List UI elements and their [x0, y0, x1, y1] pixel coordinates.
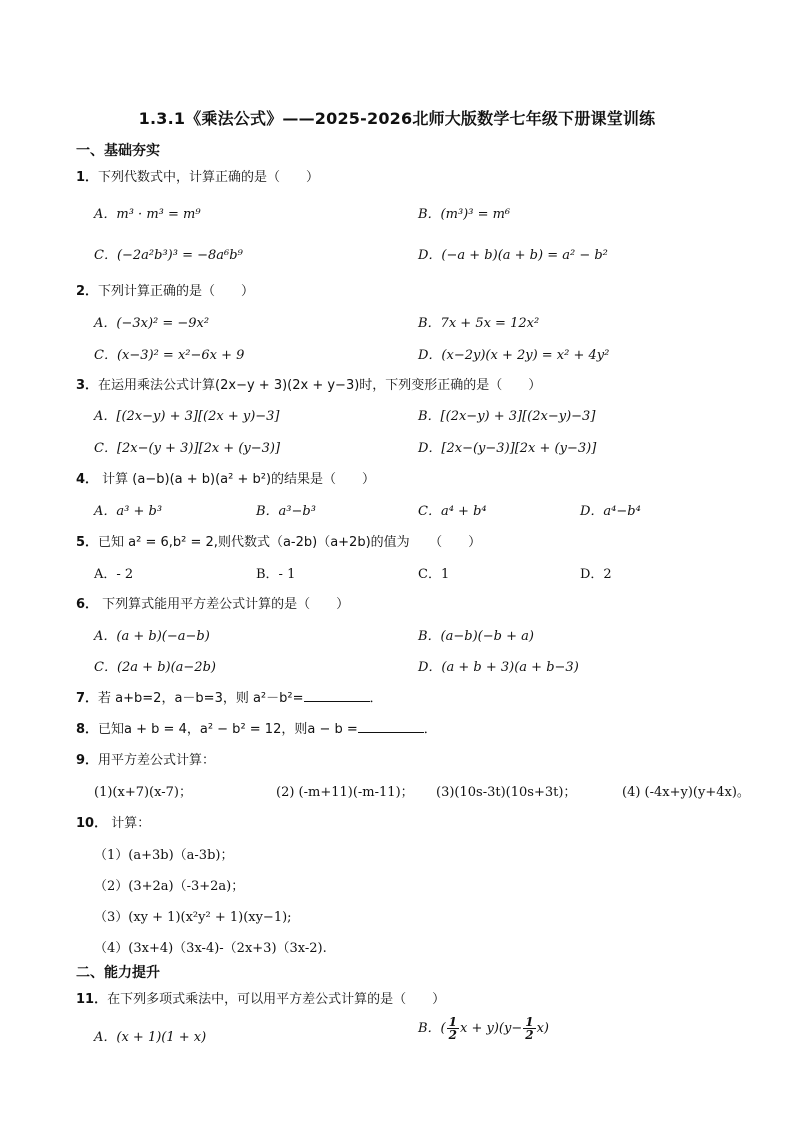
q2-option-d: D．(x−2y)(x + 2y) = x² + 4y² [418, 348, 610, 363]
q2-option-c: C．(x−3)² = x²−6x + 9 [94, 348, 245, 363]
fraction-numerator: 1 [525, 1015, 534, 1029]
q6-option-a: A．(a + b)(−a−b) [94, 629, 210, 644]
q10-part-4: （4）(3x+4)（3x-4)-（2x+3)（3x-2). [94, 941, 327, 956]
q4-option-b: B．a³−b³ [256, 504, 316, 519]
q1-option-d: D．(−a + b)(a + b) = a² − b² [418, 248, 608, 263]
question-number: 6． [76, 597, 99, 612]
question-2 [76, 280, 254, 299]
q1-option-b: B．(m³)³ = m⁶ [418, 207, 511, 222]
question-4 [76, 468, 375, 487]
q5-option-b: B．- 1 [256, 567, 296, 582]
question-number: 2． [76, 284, 99, 299]
answer-blank[interactable] [304, 689, 370, 702]
question-text: 下列计算正确的是（ ） [98, 284, 255, 299]
question-text: 用平方差公式计算： [98, 753, 216, 768]
question-number: 5． [76, 535, 99, 550]
q2-option-b: B．7x + 5x = 12x² [418, 316, 540, 331]
q6-option-d: D．(a + b + 3)(a + b−3) [418, 660, 579, 675]
q11-option-b-prefix: B．( [418, 1021, 446, 1036]
question-number: 4． [76, 472, 99, 487]
q6-option-b: B．(a−b)(−b + a) [418, 629, 534, 644]
q9-part-3: (3)(10s-3t)(10s+3t)； [436, 785, 577, 800]
question-tail: ． [369, 691, 383, 706]
question-11 [76, 988, 445, 1007]
question-3 [76, 374, 541, 393]
question-text: 在下列多项式乘法中，可以用平方差公式计算的是（ ） [107, 992, 446, 1007]
q6-option-c: C．(2a + b)(a−2b) [94, 660, 216, 675]
q11-option-b [418, 1016, 549, 1041]
section-heading-basics: 一、基础夯实 [76, 143, 160, 159]
question-number: 10． [76, 816, 108, 831]
question-number: 11． [76, 992, 108, 1007]
fraction-denominator: 2 [525, 1028, 534, 1042]
question-5 [76, 531, 481, 550]
question-1 [76, 166, 319, 185]
q9-part-1: (1)(x+7)(x-7)； [94, 785, 192, 800]
page-title: 1.3.1《乘法公式》——2025-2026北师大版数学七年级下册课堂训练 [138, 109, 656, 128]
question-number: 3． [76, 378, 99, 393]
question-text: 计算： [107, 816, 151, 831]
section-heading-advanced: 二、能力提升 [76, 965, 160, 981]
question-9 [76, 749, 215, 768]
question-6 [76, 593, 349, 612]
fraction-numerator: 1 [448, 1015, 457, 1029]
q3-option-d: D．[2x−(y−3)][2x + (y−3)] [418, 441, 597, 456]
question-number: 7． [76, 691, 99, 706]
question-number: 1． [76, 170, 99, 185]
q10-part-2: （2）(3+2a)（-3+2a)； [94, 879, 245, 894]
question-text: 已知a + b = 4，a² − b² = 12，则a − b = [98, 722, 358, 737]
question-text: 已知 a² = 6,b² = 2,则代数式（a-2b)（a+2b)的值为 （ ） [98, 535, 482, 550]
question-text: 若 a+b=2，a－b=3，则 a²－b²= [98, 691, 304, 706]
question-number: 8． [76, 722, 99, 737]
q11-option-b-middle: x + y)(y− [460, 1021, 523, 1036]
q9-part-4: (4) (-4x+y)(y+4x)。 [622, 785, 750, 800]
question-tail: ． [423, 722, 437, 737]
question-7 [76, 687, 383, 706]
answer-blank[interactable] [358, 720, 424, 733]
q11-option-a: A．(x + 1)(1 + x) [94, 1030, 207, 1045]
q10-part-1: （1）(a+3b)（a-3b)； [94, 848, 234, 863]
q3-option-b: B．[(2x−y) + 3][(2x−y)−3] [418, 409, 596, 424]
q4-option-d: D．a⁴−b⁴ [580, 504, 641, 519]
q4-option-c: C．a⁴ + b⁴ [418, 504, 487, 519]
q11-option-b-tail: x) [536, 1021, 549, 1036]
q3-option-c: C．[2x−(y + 3)][2x + (y−3)] [94, 441, 281, 456]
q4-option-a: A．a³ + b³ [94, 504, 163, 519]
fraction-one-half [523, 1016, 535, 1041]
fraction-one-half [447, 1016, 459, 1041]
q1-option-c: C．(−2a²b³)³ = −8a⁶b⁹ [94, 248, 243, 263]
question-text: 下列代数式中，计算正确的是（ ） [98, 170, 320, 185]
question-10 [76, 812, 150, 831]
q10-part-3: （3）(xy + 1)(x²y² + 1)(xy−1); [94, 910, 292, 925]
question-text: 计算 (a−b)(a + b)(a² + b²)的结果是（ ） [98, 472, 376, 487]
q2-option-a: A．(−3x)² = −9x² [94, 316, 210, 331]
q9-part-2: (2) (-m+11)(-m-11)； [276, 785, 414, 800]
q3-option-a: A．[(2x−y) + 3][(2x + y)−3] [94, 409, 280, 424]
q5-option-a: A．- 2 [94, 567, 134, 582]
question-text: 下列算式能用平方差公式计算的是（ ） [98, 597, 350, 612]
q1-option-a: A．m³ · m³ = m⁹ [94, 207, 201, 222]
q5-option-d: D．2 [580, 567, 612, 582]
question-number: 9． [76, 753, 99, 768]
q5-option-c: C．1 [418, 567, 450, 582]
question-text: 在运用乘法公式计算(2x−y + 3)(2x + y−3)时，下列变形正确的是（ ） [98, 378, 542, 393]
fraction-denominator: 2 [448, 1028, 457, 1042]
question-8 [76, 718, 437, 737]
